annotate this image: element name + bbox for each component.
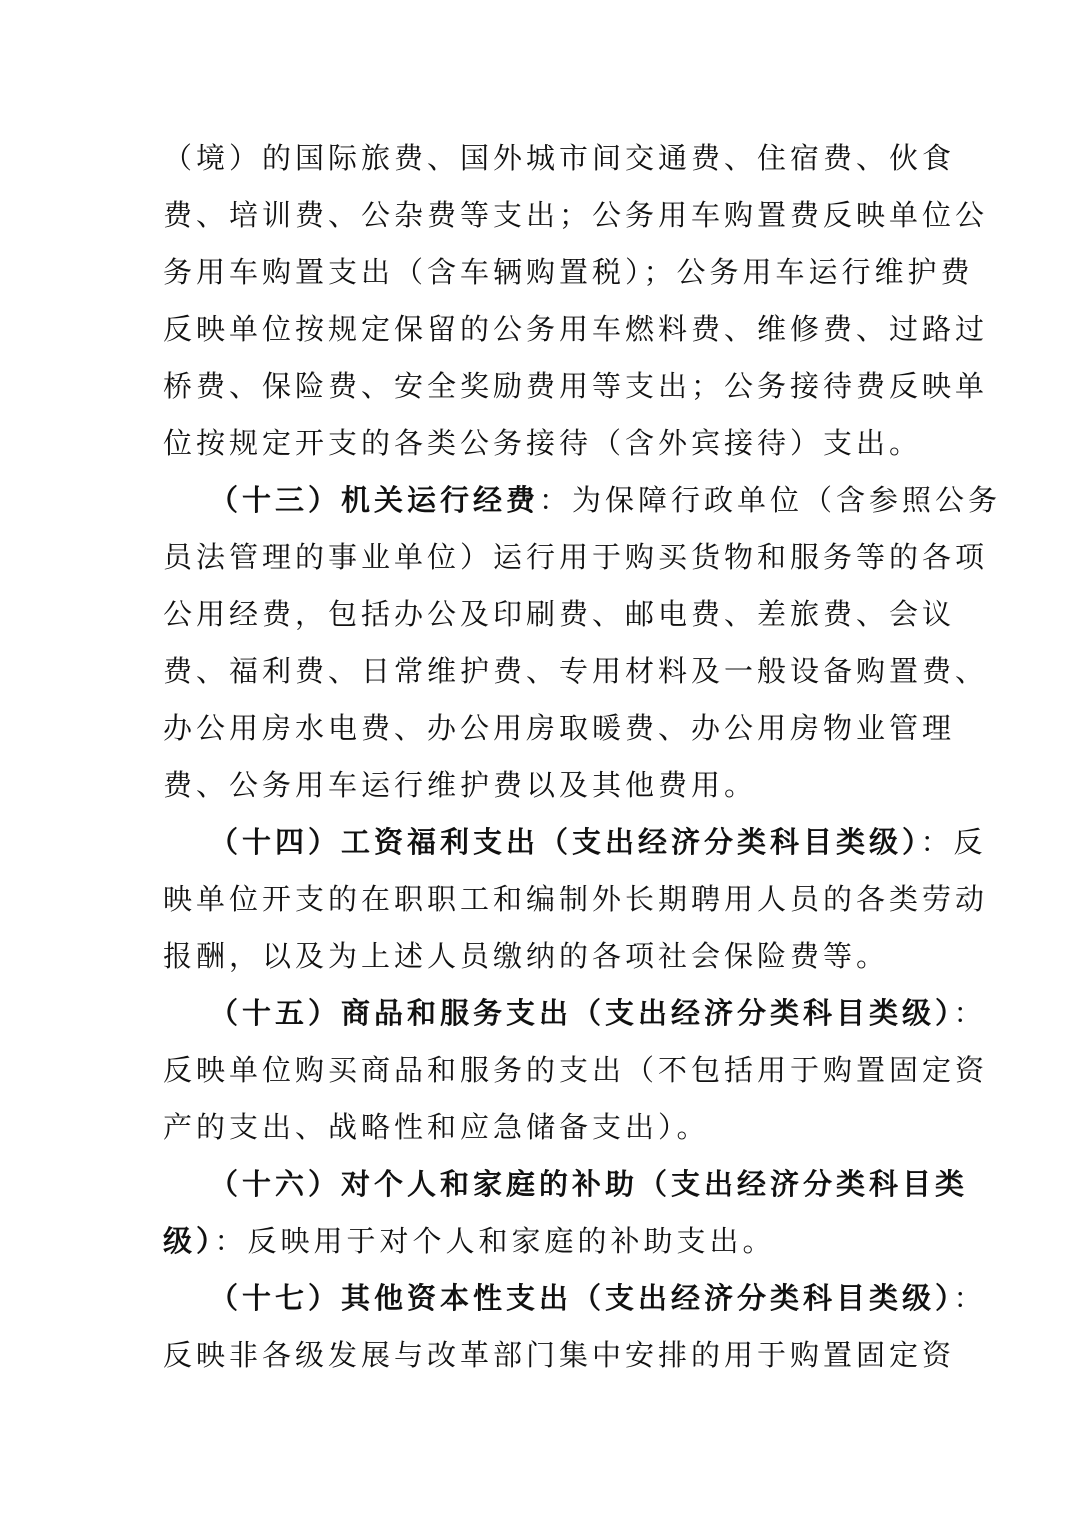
section-term: （十三）机关运行经费 [209,483,540,517]
text-line: 反映单位按规定保留的公务用车燃料费、维修费、过路过 [163,312,989,346]
text-line: 映单位开支的在职职工和编制外长期聘用人员的各类劳动 [163,882,989,916]
section-13 [163,472,1002,814]
section-17 [163,1270,987,1384]
section-first-line [163,1156,969,1213]
section-text: ： [953,996,987,1030]
text-line: 公用经费，包括办公及印刷费、邮电费、差旅费、会议 [163,597,956,631]
section-16 [163,1156,969,1270]
section-term-continued: 级） [163,1224,215,1258]
text-line: （境）的国际旅费、国外城市间交通费、住宿费、伙食 [163,141,956,175]
text-line: 务用车购置支出（含车辆购置税）；公务用车运行维护费 [163,255,974,289]
section-text: ：反 [920,825,987,859]
text-line: 费、福利费、日常维护费、专用材料及一般设备购置费、 [163,654,989,688]
text-line: 报酬，以及为上述人员缴纳的各项社会保险费等。 [163,939,890,973]
section-14 [163,814,989,985]
section-text: ：反映用于对个人和家庭的补助支出。 [214,1224,776,1258]
section-first-line [163,472,1002,529]
section-text: ：为保障行政单位（含参照公务 [539,483,1002,517]
text-line: 员法管理的事业单位）运行用于购买货物和服务等的各项 [163,540,989,574]
section-first-line [163,1270,987,1327]
document-body [163,130,1002,1384]
text-line: 费、公务用车运行维护费以及其他费用。 [163,768,758,802]
section-text: ： [953,1281,987,1315]
text-line: 桥费、保险费、安全奖励费用等支出；公务接待费反映单 [163,369,989,403]
section-term: （十七）其他资本性支出（支出经济分类科目类级） [209,1281,954,1315]
section-second-line [163,1213,903,1270]
continued-paragraph [163,130,989,472]
section-term: （十四）工资福利支出（支出经济分类科目类级） [209,825,921,859]
text-line: 产的支出、战略性和应急储备支出）。 [163,1110,710,1144]
section-term: （十六）对个人和家庭的补助（支出经济分类科目类 [209,1167,969,1201]
section-15 [163,985,989,1156]
text-line: 办公用房水电费、办公用房取暖费、办公用房物业管理 [163,711,956,745]
text-line: 反映单位购买商品和服务的支出（不包括用于购置固定资 [163,1053,989,1087]
text-line: 费、培训费、公杂费等支出；公务用车购置费反映单位公 [163,198,989,232]
section-first-line [163,814,987,871]
text-line: 反映非各级发展与改革部门集中安排的用于购置固定资 [163,1338,956,1372]
text-line: 位按规定开支的各类公务接待（含外宾接待）支出。 [163,426,923,460]
section-term: （十五）商品和服务支出（支出经济分类科目类级） [209,996,954,1030]
section-first-line [163,985,987,1042]
